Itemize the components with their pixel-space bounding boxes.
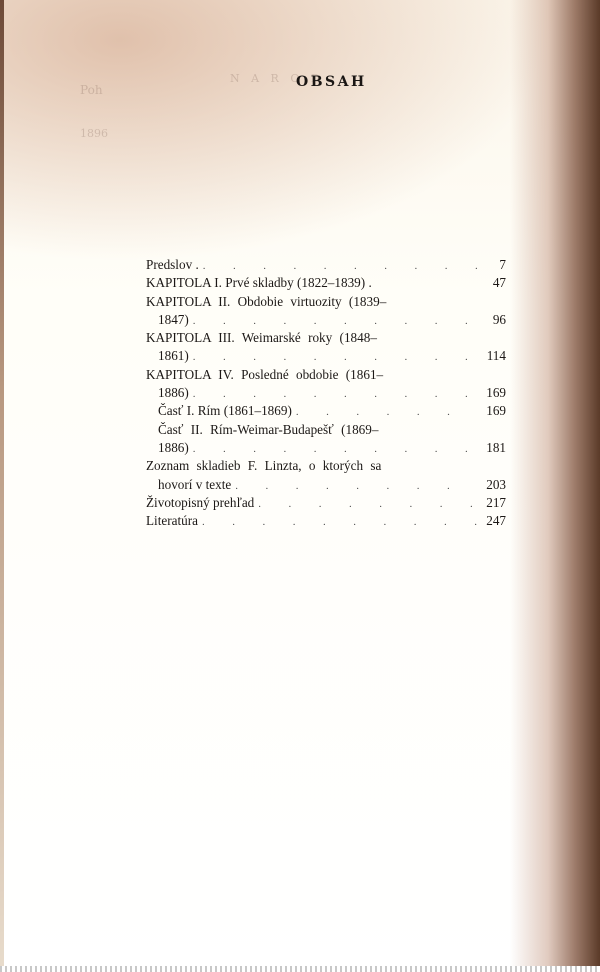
toc-page-number: 169 — [486, 403, 506, 419]
toc-entry-predslov — [146, 256, 506, 274]
toc-entry-part-1 — [146, 402, 506, 420]
toc-entry-works-list-cont — [146, 476, 506, 494]
toc-entry-text: Predslov . — [146, 257, 199, 272]
toc-entry-text: KAPITOLA III. Weimarské roky (1848– — [146, 330, 377, 346]
toc-entry-chapter-3 — [146, 329, 506, 347]
toc-page-number: 7 — [499, 257, 506, 272]
toc-page-number: 96 — [492, 311, 506, 327]
toc-entry-chapter-1 — [146, 274, 506, 292]
table-of-contents — [146, 256, 506, 530]
dot-leader — [199, 256, 478, 275]
toc-entry-part-2 — [146, 421, 506, 439]
toc-entry-text: KAPITOLA II. Obdobie virtuozity (1839– — [146, 293, 387, 309]
toc-entry-text: Životopisný prehľad — [146, 494, 255, 510]
toc-entry-text: 1886) — [158, 385, 189, 401]
toc-entry-chapter-2-cont — [146, 311, 506, 329]
toc-entry-text: KAPITOLA IV. Posledné obdobie (1861– — [146, 366, 384, 382]
toc-entry-chapter-4-cont — [146, 384, 506, 402]
toc-entry-chapter-2 — [146, 293, 506, 311]
toc-page-number: 181 — [486, 439, 506, 455]
bleed-through-text: N A R O D — [230, 72, 324, 85]
toc-page-number: 114 — [486, 348, 506, 364]
page-binding-edge — [0, 0, 4, 972]
toc-entry-text: Časť II. Rím-Weimar-Budapešť (1869– — [158, 421, 379, 437]
dot-leader — [189, 384, 478, 403]
toc-page-number: 217 — [486, 494, 506, 510]
toc-entry-text: 1886) — [158, 439, 189, 455]
toc-entry-part-2-cont — [146, 439, 506, 457]
scan-border — [0, 966, 600, 972]
dot-leader — [198, 512, 478, 531]
toc-page-number: 247 — [486, 513, 506, 529]
toc-page-number: 203 — [486, 476, 506, 492]
dot-leader — [189, 439, 478, 458]
toc-entry-text: 1861) — [158, 348, 189, 364]
dot-leader — [189, 347, 478, 366]
toc-page-number: 47 — [492, 275, 506, 291]
toc-entry-text: Zoznam skladieb F. Linzta, o ktorých sa — [146, 458, 382, 474]
toc-entry-text: 1847) — [158, 311, 189, 327]
toc-entry-biography — [146, 494, 506, 512]
dot-leader — [189, 311, 478, 330]
toc-entry-chapter-4 — [146, 366, 506, 384]
bleed-through-text: Poh — [80, 83, 103, 97]
toc-page-number: 169 — [486, 385, 506, 401]
toc-entry-text: hovorí v texte — [158, 476, 232, 492]
bleed-through-text: 1896 — [80, 127, 108, 140]
toc-entry-literature — [146, 512, 506, 530]
dot-leader — [254, 494, 478, 513]
page-title: OBSAH — [296, 74, 367, 90]
toc-entry-works-list — [146, 457, 506, 475]
toc-entry-text: KAPITOLA I. Prvé skladby (1822–1839) . — [146, 275, 372, 291]
dot-leader — [231, 476, 478, 495]
toc-entry-chapter-3-cont — [146, 347, 506, 365]
toc-entry-text: Literatúra — [146, 513, 198, 529]
dot-leader — [292, 402, 478, 421]
toc-entry-text: Časť I. Rím (1861–1869) — [158, 403, 292, 419]
